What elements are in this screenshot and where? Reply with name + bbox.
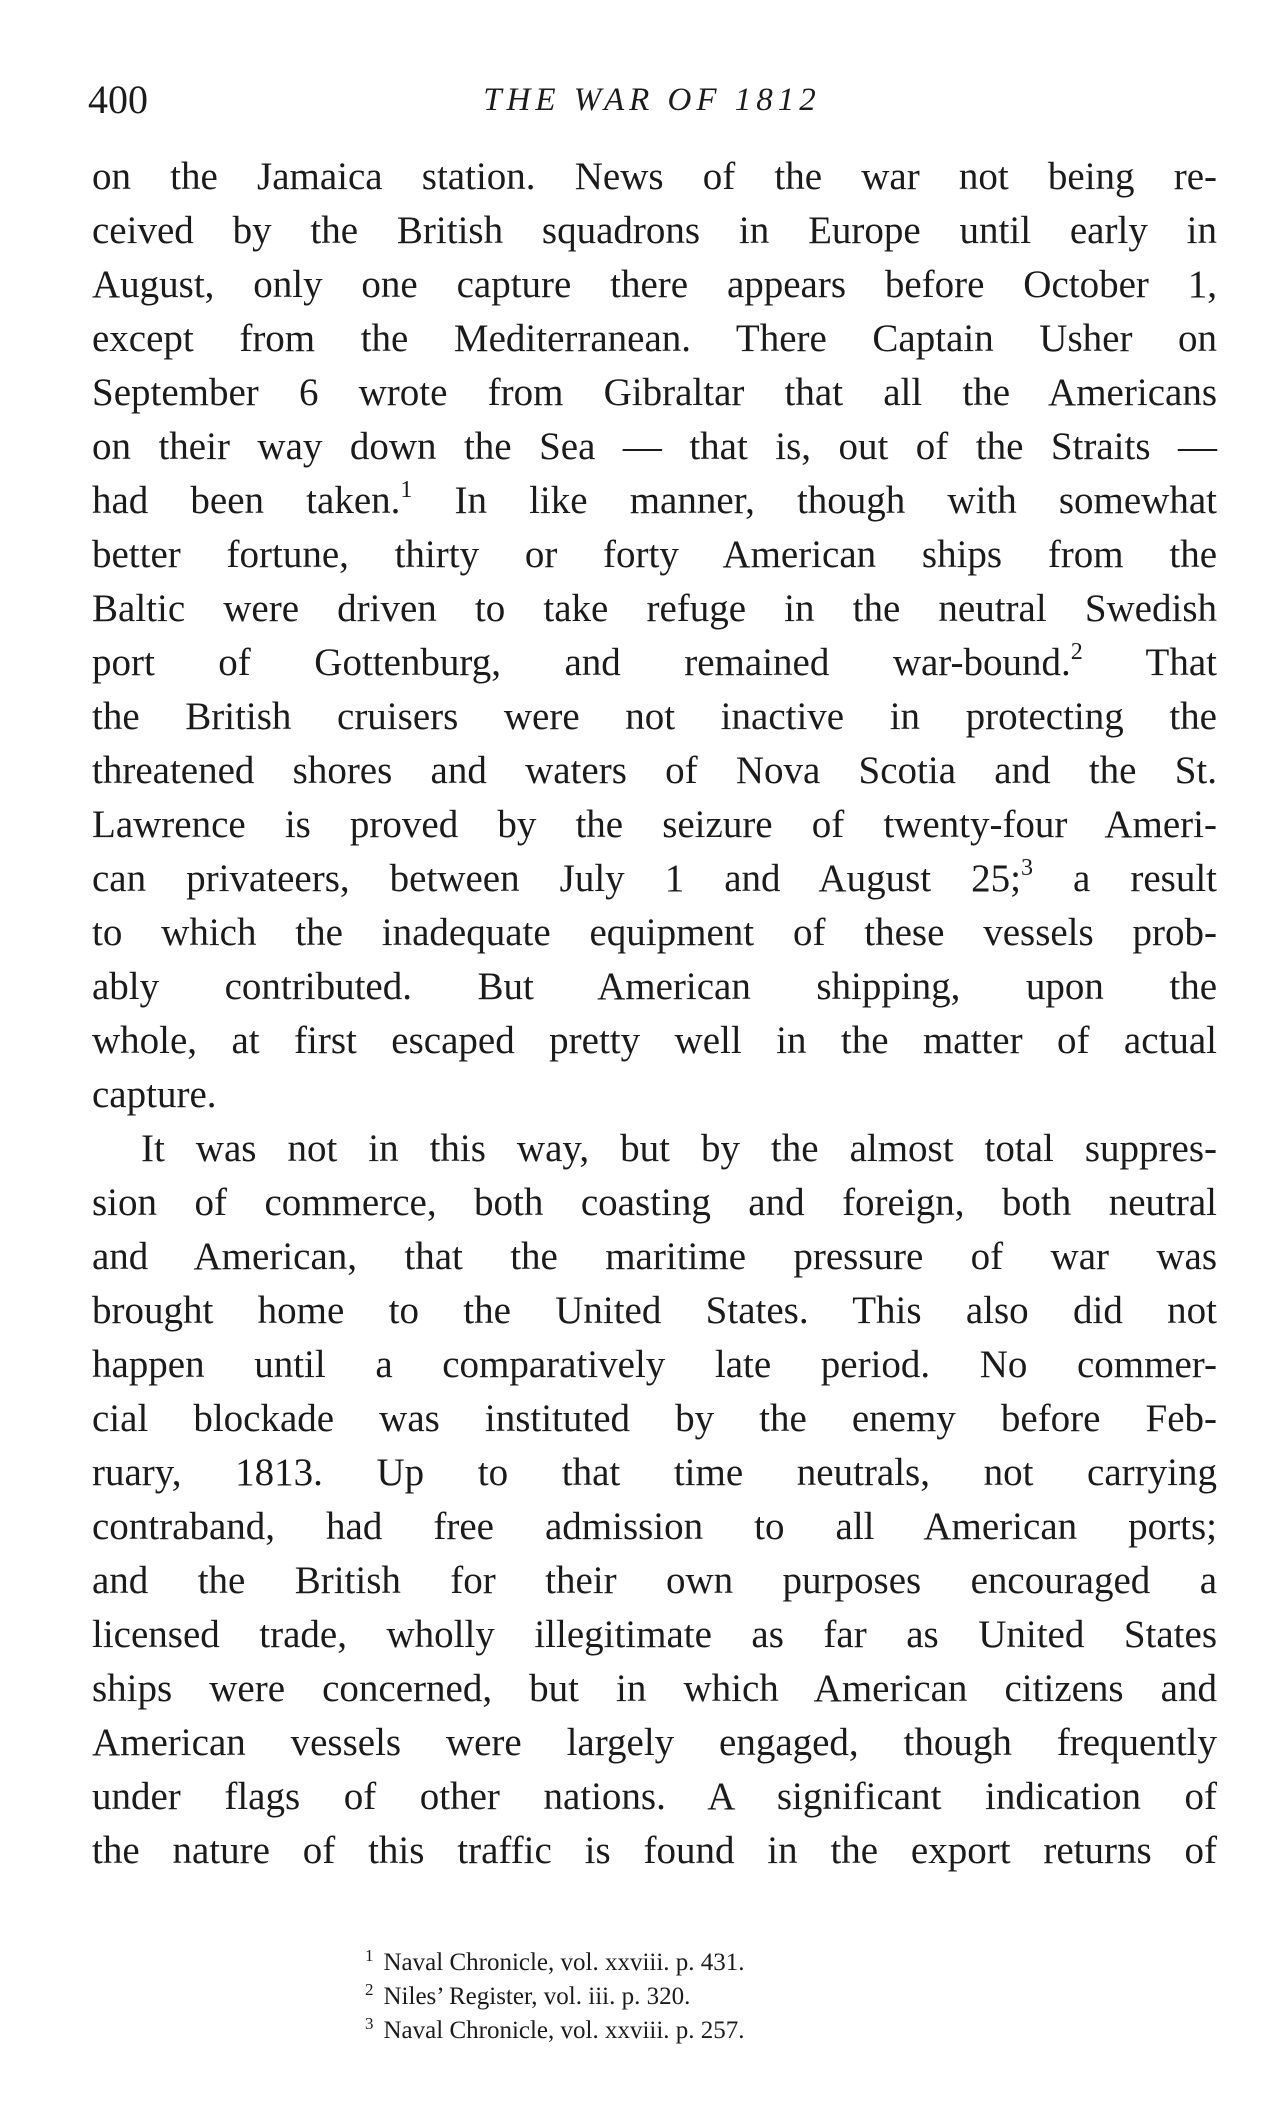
page-header (88, 70, 1216, 130)
footnote-reference: 2 (1070, 639, 1083, 665)
text-line: on the Jamaica station. News of the war not being re- (92, 155, 1217, 198)
text-line (92, 852, 1217, 906)
footnote-text: Niles’ Register, vol. iii. p. 320. (383, 1983, 691, 2010)
text-line: ships were concerned, but in which American citizens and (92, 1667, 1217, 1710)
footnotes (365, 1946, 745, 2048)
footnote-number: 1 (365, 1946, 374, 1965)
text-line: licensed trade, wholly illegitimate as far as United States (92, 1613, 1217, 1656)
text-line: September 6 wrote from Gibraltar that all the Americans (92, 371, 1217, 414)
page-number: 400 (88, 77, 148, 122)
text-line: and the British for their own purposes encouraged a (92, 1559, 1217, 1602)
footnote-text: Naval Chronicle, vol. xxviii. p. 257. (383, 2017, 745, 2044)
line-text: a result (1032, 857, 1217, 900)
text-line: cial blockade was instituted by the enemy before Feb- (92, 1397, 1217, 1440)
running-title: THE WAR OF 1812 (483, 82, 821, 118)
line-text: can privateers, between July 1 and August 25; (92, 857, 1021, 900)
paragraph-first-line: It was not in this way, but by the almost total suppres- (141, 1127, 1217, 1170)
text-line: contraband, had free admission to all American ports; (92, 1505, 1217, 1548)
text-line: Lawrence is proved by the seizure of twenty-four Ameri- (92, 803, 1217, 846)
text-line: August, only one capture there appears before October 1, (92, 263, 1217, 306)
text-line: brought home to the United States. This also did not (92, 1289, 1217, 1332)
text-line: whole, at first escaped pretty well in the matter of actual (92, 1019, 1217, 1062)
text-line: capture. (92, 1073, 217, 1116)
footnote-number: 2 (365, 1980, 374, 1999)
footnote-reference: 1 (400, 477, 413, 503)
footnote (365, 1946, 745, 1980)
text-line: ceived by the British squadrons in Europe until early in (92, 209, 1217, 252)
footnote-number: 3 (365, 2014, 374, 2033)
text-line (92, 636, 1217, 690)
text-line: better fortune, thirty or forty American ships from the (92, 533, 1217, 576)
footnote-text: Naval Chronicle, vol. xxviii. p. 431. (383, 1949, 745, 1976)
text-line: threatened shores and waters of Nova Scotia and the St. (92, 749, 1217, 792)
text-line: the British cruisers were not inactive in protecting the (92, 695, 1217, 738)
body-text (92, 150, 1217, 1878)
text-line: Baltic were driven to take refuge in the neutral Swedish (92, 587, 1217, 630)
line-text: That (1082, 641, 1218, 684)
text-line: ably contributed. But American shipping, upon the (92, 965, 1217, 1008)
text-line: on their way down the Sea — that is, out of the Straits — (92, 425, 1217, 468)
text-line: the nature of this traffic is found in the export returns of (92, 1829, 1217, 1872)
text-line: to which the inadequate equipment of these vessels prob- (92, 911, 1217, 954)
footnote (365, 1980, 745, 2014)
footnote (365, 2014, 745, 2048)
text-line: ruary, 1813. Up to that time neutrals, not carrying (92, 1451, 1217, 1494)
text-line: and American, that the maritime pressure of war was (92, 1235, 1217, 1278)
text-line: under flags of other nations. A significant indication of (92, 1775, 1217, 1818)
line-text: In like manner, though with somewhat (412, 479, 1217, 522)
text-line: happen until a comparatively late period. No commer- (92, 1343, 1217, 1386)
text-line: except from the Mediterranean. There Captain Usher on (92, 317, 1217, 360)
line-text: port of Gottenburg, and remained war-bound. (92, 641, 1071, 684)
text-line: American vessels were largely engaged, though frequently (92, 1721, 1217, 1764)
footnote-reference: 3 (1020, 855, 1033, 881)
text-line: sion of commerce, both coasting and foreign, both neutral (92, 1181, 1217, 1224)
line-text: had been taken. (92, 479, 401, 522)
text-line (92, 474, 1217, 528)
